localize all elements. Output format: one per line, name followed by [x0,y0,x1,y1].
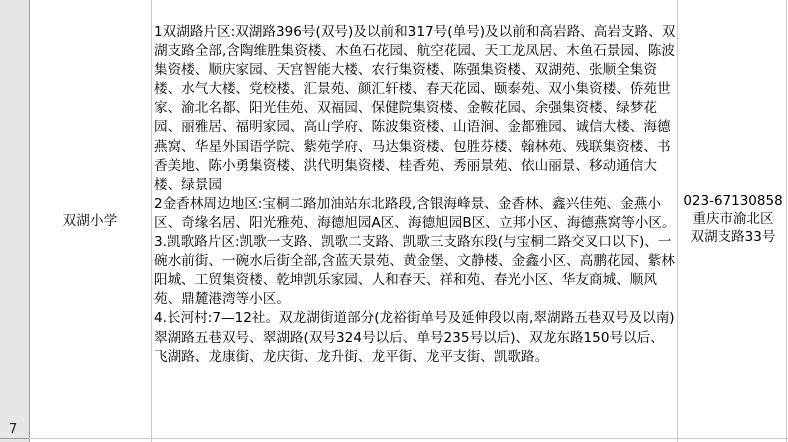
school-name: 双湖小学 [62,213,118,229]
contact-phone: 023-67130858 [683,193,783,209]
contact-address-line-1: 重庆市渝北区 [692,211,774,227]
column-divider-school [151,0,152,442]
row-divider-bottom [29,438,788,439]
column-divider-contact [786,0,787,442]
enrollment-area-cell[interactable] [154,23,676,367]
contact-address-line-2: 双湖支路33号 [690,229,776,245]
row-separator [0,438,29,439]
row-number-label[interactable]: 7 [9,422,18,437]
column-divider-area [677,0,678,442]
contact-cell[interactable] [680,0,786,438]
school-name-cell[interactable] [30,0,150,438]
area-paragraph-5: 翠湖路五巷双号、翠湖路(双号324号以后、单号235号以后)、双龙东路150号以后、飞湖路、龙康街、龙庆街、龙升街、龙平街、龙平支街、凯歌路。 [154,329,664,365]
area-paragraph-3: 3.凯歌路片区:凯歌一支路、凯歌二支路、凯歌三支路东段(与宝桐二路交叉口以下)、一碗水前街、一碗水后街全部,含蓝天景苑、黄金堡、文静楼、金鑫小区、高鹏花园、紫林阳城、工贸集资楼、乾坤凯乐家园、人和春天、祥和苑、春光小区、华友商城、顺风苑、鼎麓港湾等小区。 [154,234,675,308]
area-paragraph-4: 4.长河村:7—12社。双龙湖街道部分(龙裕街单号及延伸段以南,翠湖路五巷双号及以南) [154,310,675,327]
area-paragraph-2: 2金香林周边地区:宝桐二路加油站东北路段,含银海峰景、金香林、鑫兴佳苑、金燕小区、奇缘名居、阳光雅苑、海德旭园A区、海德旭园B区、立邦小区、海德燕窝等小区。 [154,195,676,231]
row-header-column [0,0,30,442]
area-paragraph-1: 1双湖路片区:双湖路396号(双号)及以前和317号(单号)及以前和高岩路、高岩支路、双湖支路全部,含陶维胜集资楼、木鱼石花园、航空花园、天工龙凤居、木鱼石景园、陈波集资楼、顺庆家园、天宫智能大楼、农行集资楼、陈强集资楼、双湖苑、张顺全集资楼、水气大楼、党校楼、汇景苑、颜汇轩楼、春天花园、颐泰苑、双小集资楼、侨苑世家、渝北名都、阳光佳苑、双福园、保健院集资楼、金鞍花园、余强集资楼、绿梦花园、丽雅居、福明家园、高山学府、陈波集资楼、山语涧、金都雅园、诚信大楼、海德燕窝、华星外国语学院、紫苑学府、马达集资楼、包胜芬楼、翰林苑、残联集资楼、书香美地、陈小勇集资楼、洪代明集资楼、桂香苑、秀丽景苑、依山丽景、移动通信大楼、绿景园 [154,24,676,193]
